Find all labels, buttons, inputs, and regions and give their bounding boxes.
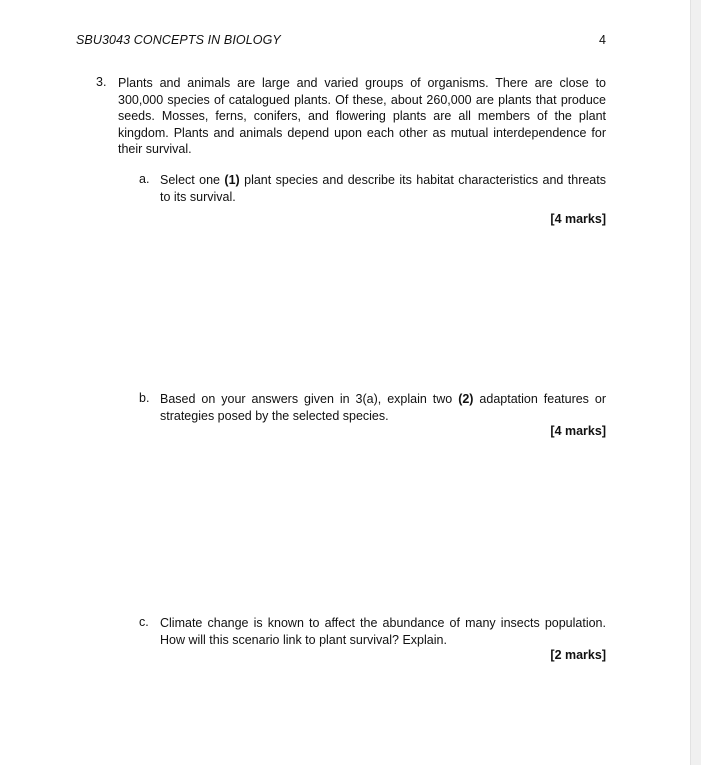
question-text: Plants and animals are large and varied groups of organisms. There are close to 300,000 species of catalogued plants. Of these, about 260,000 are plants that produce seeds. Mosses, ferns, conifers, and flowering plants are all members of the plant kingdom. Plants and animals depend upon each other as mutual interdependence for their survival. (118, 76, 606, 156)
page-number: 4 (599, 33, 606, 47)
part-a-count: (1) (224, 173, 240, 187)
course-title: SBU3043 CONCEPTS IN BIOLOGY (76, 33, 281, 47)
part-a-letter: a. (139, 172, 150, 186)
part-c-marks: [2 marks] (550, 648, 606, 662)
part-b-marks: [4 marks] (550, 424, 606, 438)
part-b-count: (2) (458, 392, 474, 406)
part-c-letter: c. (139, 615, 149, 629)
part-b-text: Based on your answers given in 3(a), explain two (2) adaptation features or strategies posed by the selected species. (160, 392, 606, 423)
part-b-letter: b. (139, 391, 150, 405)
question-number: 3. (96, 75, 107, 89)
part-c-text: Climate change is known to affect the abundance of many insects population. How will this scenario link to plant survival? Explain. (160, 616, 606, 647)
part-a-marks: [4 marks] (550, 212, 606, 226)
part-a-text: Select one (1) plant species and describe its habitat characteristics and threats to its survival. (160, 173, 606, 204)
scrollbar-track[interactable] (691, 0, 701, 765)
